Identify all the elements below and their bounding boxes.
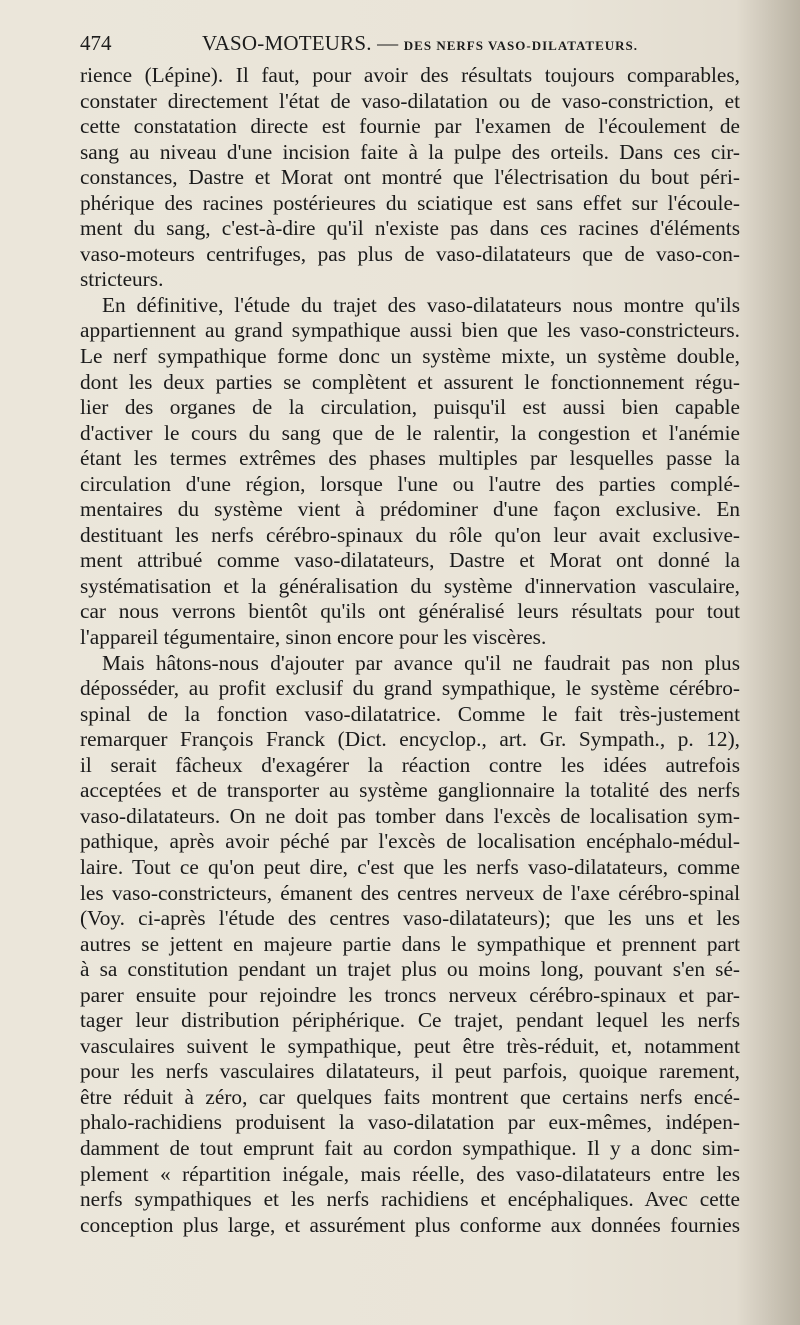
running-title-sub: DES NERFS VASO-DILATATEURS. xyxy=(403,38,638,53)
text-line: à sa constitution pendant un trajet plus ou moins long, pouvant s'en sé- xyxy=(80,957,740,982)
text-line: dont les deux parties se complètent et assurent le fonctionnement régu- xyxy=(80,369,740,394)
text-line: mentaires du système vient à prédominer d'une façon exclusive. En xyxy=(80,497,740,522)
text-line: tager leur distribution périphérique. Ce trajet, pendant lequel les nerfs xyxy=(80,1008,740,1033)
text-line: spinal de la fonction vaso-dilatatrice. Comme le fait très-justement xyxy=(80,701,740,726)
text-line: autres se jettent en majeure partie dans le sympathique et prennent part xyxy=(80,931,740,956)
text-line: pathique, après avoir péché par l'excès de localisation encéphalo-médul- xyxy=(80,829,740,854)
running-title-dash: — xyxy=(371,31,404,55)
text-line: lier des organes de la circulation, puisqu'il est aussi bien capable xyxy=(80,395,740,420)
text-line: vaso-dilatateurs. On ne doit pas tomber dans l'excès de localisation sym- xyxy=(80,803,740,828)
text-line: destituant les nerfs cérébro-spinaux du rôle qu'on leur avait exclusive- xyxy=(80,522,740,547)
text-line: ment du sang, c'est-à-dire qu'il n'existe pas dans ces racines d'éléments xyxy=(80,216,740,241)
text-line: étant les termes extrêmes des phases multiples par lesquelles passe la xyxy=(80,446,740,471)
text-line: sang au niveau d'une incision faite à la pulpe des orteils. Dans ces cir- xyxy=(80,139,740,164)
running-title-main: VASO-MOTEURS. xyxy=(202,31,372,55)
text-line: systématisation et la généralisation du système d'innervation vasculaire, xyxy=(80,573,740,598)
text-line: nerfs sympathiques et les nerfs rachidiens et encéphaliques. Avec cette xyxy=(80,1187,740,1212)
text-line: rience (Lépine). Il faut, pour avoir des résultats toujours comparables, xyxy=(80,63,740,87)
text-line: Mais hâtons-nous d'ajouter par avance qu'il ne faudrait pas non plus xyxy=(102,650,740,675)
text-line: cette constatation directe est fournie par l'examen de l'écoulement de xyxy=(80,114,740,139)
text-line: vaso-moteurs centrifuges, pas plus de vaso-dilatateurs que de vaso-con- xyxy=(80,241,740,266)
text-line: les vaso-constricteurs, émanent des centres nerveux de l'axe cérébro-spinal xyxy=(80,880,740,905)
text-line: déposséder, au profit exclusif du grand sympathique, le système cérébro- xyxy=(80,676,740,701)
text-line: conception plus large, et assurément plus conforme aux données fournies xyxy=(80,1212,740,1237)
text-line: constater directement l'état de vaso-dilatation ou de vaso-constriction, et xyxy=(80,88,740,113)
text-line: Le nerf sympathique forme donc un système mixte, un système double, xyxy=(80,344,740,369)
text-line: vasculaires suivent le sympathique, peut être très-réduit, et, notamment xyxy=(80,1033,740,1058)
text-line: l'appareil tégumentaire, sinon encore pour les viscères. xyxy=(80,625,547,650)
text-line: phérique des racines postérieures du sciatique est sans effet sur l'écoule- xyxy=(80,190,740,215)
text-line: phalo-rachidiens produisent la vaso-dilatation par eux-mêmes, indépen- xyxy=(80,1110,740,1135)
text-line: pour les nerfs vasculaires dilatateurs, il peut parfois, quoique rarement, xyxy=(80,1059,740,1084)
text-line: d'activer le cours du sang que de le ralentir, la congestion et l'anémie xyxy=(80,420,740,445)
text-line: constances, Dastre et Morat ont montré que l'électrisation du bout péri- xyxy=(80,165,740,190)
running-title xyxy=(202,31,638,56)
text-line: laire. Tout ce qu'on peut dire, c'est que les nerfs vaso-dilatateurs, comme xyxy=(80,854,740,879)
running-header xyxy=(80,31,740,61)
text-line: plement « répartition inégale, mais réelle, des vaso-dilatateurs entre les xyxy=(80,1161,740,1186)
text-line: car nous verrons bientôt qu'ils ont généralisé leurs résultats pour tout xyxy=(80,599,740,624)
text-line: ment attribué comme vaso-dilatateurs, Dastre et Morat ont donné la xyxy=(80,548,740,573)
text-line: parer ensuite pour rejoindre les troncs nerveux cérébro-spinaux et par- xyxy=(80,982,740,1007)
page-number: 474 xyxy=(80,31,112,55)
text-line: acceptées et de transporter au système ganglionnaire la totalité des nerfs xyxy=(80,778,740,803)
text-line: être réduit à zéro, car quelques faits montrent que certains nerfs encé- xyxy=(80,1084,740,1109)
text-line: appartiennent au grand sympathique aussi bien que les vaso-constricteurs. xyxy=(80,318,740,343)
text-line: il serait fâcheux d'exagérer la réaction contre les idées autrefois xyxy=(80,752,740,777)
text-line: stricteurs. xyxy=(80,267,164,292)
text-line: (Voy. ci-après l'étude des centres vaso-dilatateurs); que les uns et les xyxy=(80,906,740,931)
body-text xyxy=(80,63,740,1238)
text-line: circulation d'une région, lorsque l'une ou l'autre des parties complé- xyxy=(80,471,740,496)
text-line: damment de tout emprunt fait au cordon sympathique. Il y a donc sim- xyxy=(80,1135,740,1160)
text-line: En définitive, l'étude du trajet des vaso-dilatateurs nous montre qu'ils xyxy=(102,292,740,317)
text-line: remarquer François Franck (Dict. encyclop., art. Gr. Sympath., p. 12), xyxy=(80,727,740,752)
